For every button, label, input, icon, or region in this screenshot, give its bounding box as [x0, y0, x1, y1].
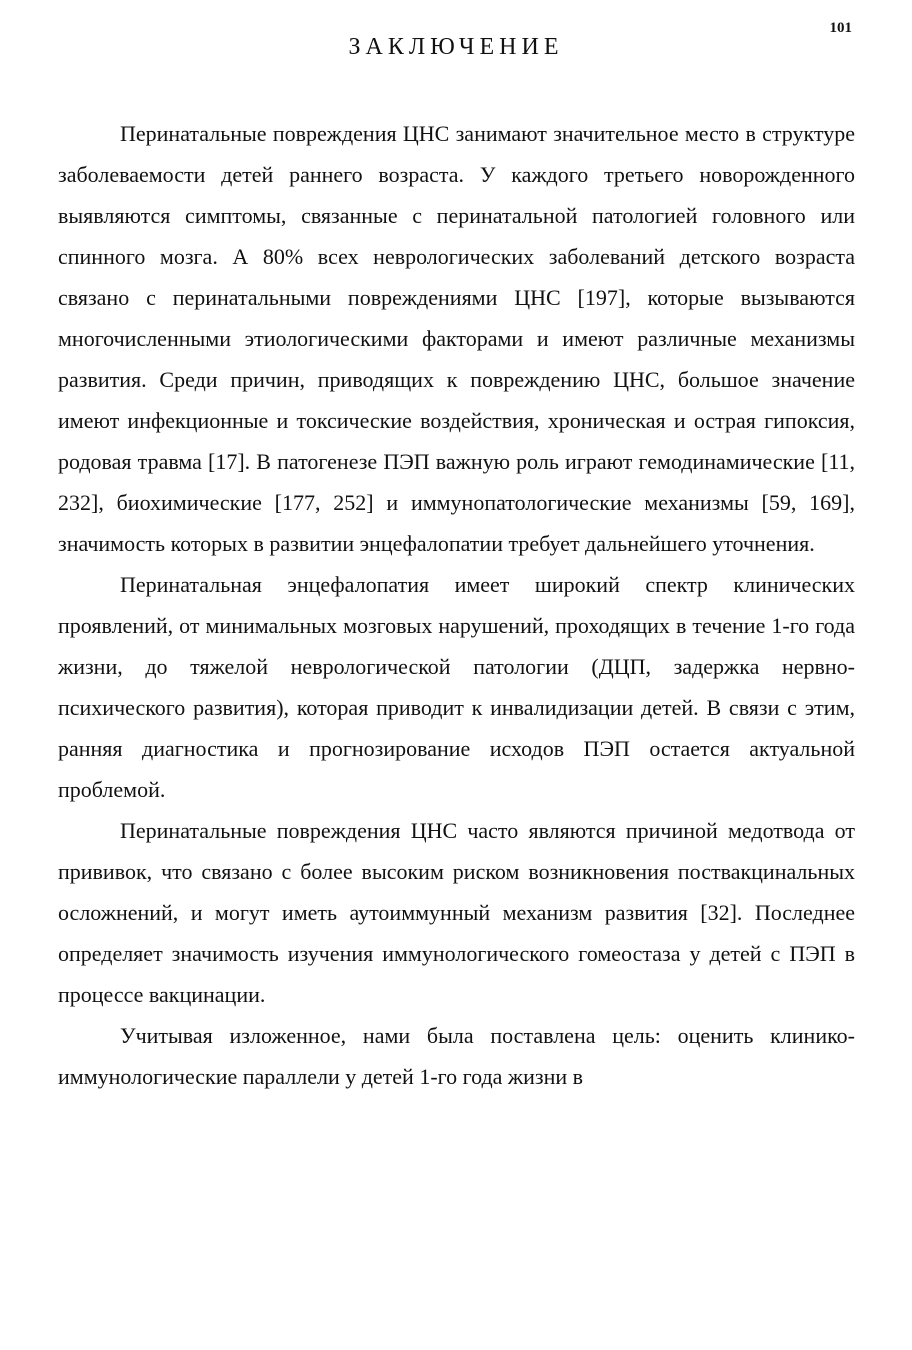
paragraph-4: Учитывая изложенное, нами была поставлена цель: оценить клинико-иммунологические параллели у детей 1-го года жизни в [58, 1023, 855, 1089]
page-number: 101 [829, 20, 852, 36]
page-title: ЗАКЛЮЧЕНИЕ [348, 34, 564, 60]
paragraph-2: Перинатальная энцефалопатия имеет широкий спектр клинических проявлений, от минимальных мозговых нарушений, проходящих в течение 1-го года жизни, до тяжелой неврологической патологии (ДЦП, задержка нервно-психического развития), которая приводит к инвалидизации детей. В связи с этим, ранняя диагностика и прогнозирование исходов ПЭП остается актуальной проблемой. [58, 572, 855, 802]
paragraph-1: Перинатальные повреждения ЦНС занимают значительное место в структуре заболеваемости детей раннего возраста. У каждого третьего новорожденного выявляются симптомы, связанные с перинатальной патологией головного или спинного мозга. А 80% всех неврологических заболеваний детского возраста связано с перинатальными повреждениями ЦНС [197], которые вызываются многочисленными этиологическими факторами и имеют различные механизмы развития. Среди причин, приводящих к повреждению ЦНС, большое значение имеют инфекционные и токсические воздействия, хроническая и острая гипоксия, родовая травма [17]. В патогенезе ПЭП важную роль играют гемодинамические [11, 232], биохимические [177, 252] и иммунопатологические механизмы [59, 169], значимость которых в развитии энцефалопатии требует дальнейшего уточнения. [58, 121, 855, 556]
paragraph-3: Перинатальные повреждения ЦНС часто являются причиной медотвода от прививок, что связано с более высоким риском возникновения поствакцинальных осложнений, и могут иметь аутоиммунный механизм развития [32]. Последнее определяет значимость изучения иммунологического гомеостаза у детей с ПЭП в процессе вакцинации. [58, 818, 855, 1007]
document-body [58, 113, 855, 1097]
